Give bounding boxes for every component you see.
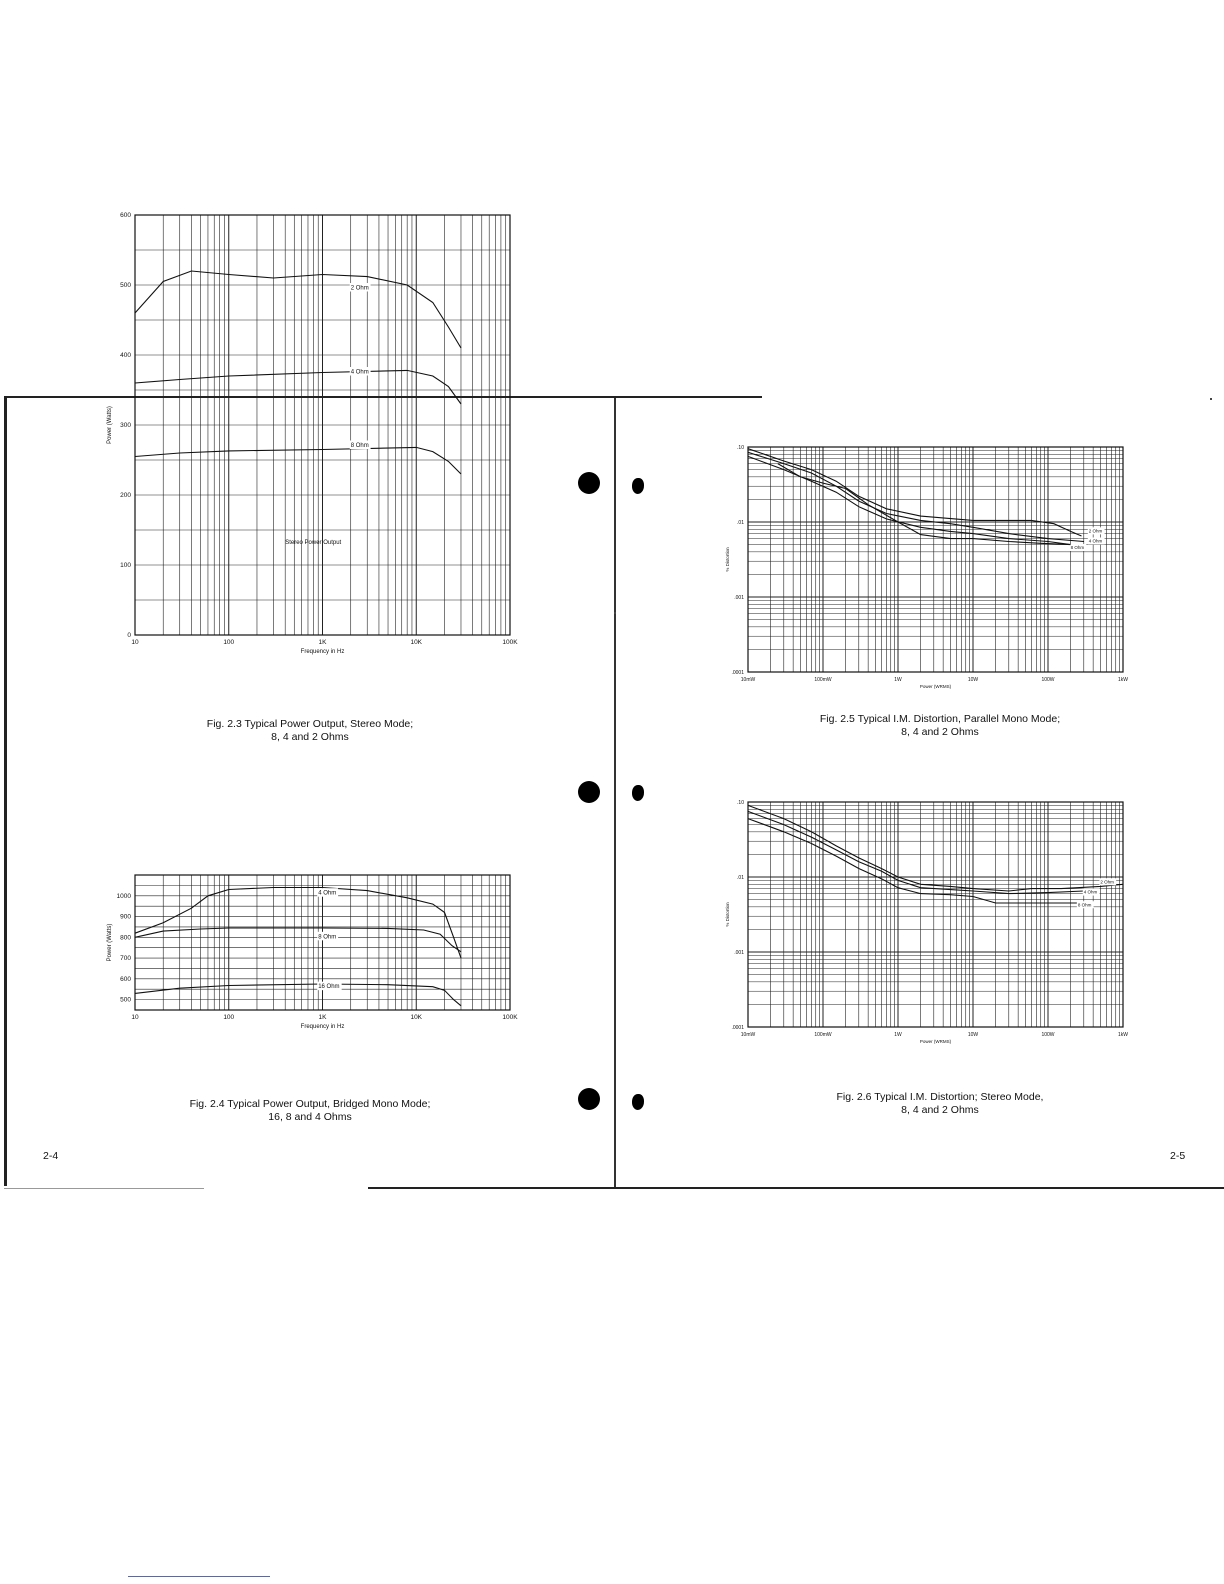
binder-hole-left-top: [578, 472, 600, 494]
x-tick-label: 100W: [1041, 1032, 1055, 1038]
fig26-caption: [775, 1091, 1105, 1117]
x-tick-label: 100W: [1041, 677, 1055, 683]
series-line: [748, 805, 1123, 891]
x-axis-label: Power (WRMS): [919, 684, 952, 689]
y-tick-label: 0: [127, 632, 131, 639]
y-tick-label: .10: [737, 445, 744, 451]
binder-hole-right-bottom: [632, 1094, 644, 1110]
y-axis-label: Power (Watts): [107, 923, 113, 962]
x-tick-label: 10K: [410, 639, 423, 646]
series-label: 2 Ohm: [1100, 879, 1114, 885]
spread-bottom-edge: [368, 1187, 1224, 1189]
x-tick-label: 100mW: [814, 677, 832, 683]
x-axis-label: Power (WRMS): [919, 1039, 952, 1044]
y-tick-label: .01: [737, 520, 744, 526]
binder-hole-left-mid: [578, 781, 600, 803]
y-tick-label: .0001: [731, 670, 744, 676]
x-tick-label: 100K: [502, 1014, 518, 1021]
series-label: 2 Ohm: [350, 285, 369, 292]
fig26-caption-line2: 8, 4 and 2 Ohms: [901, 1104, 979, 1116]
x-tick-label: 1kW: [1118, 677, 1128, 683]
series-label: 4 Ohm: [318, 890, 337, 897]
y-tick-label: 400: [120, 352, 131, 359]
y-tick-label: .10: [737, 800, 744, 806]
y-tick-label: 300: [120, 422, 131, 429]
x-tick-label: 1K: [318, 639, 327, 646]
scan-speck: [1210, 398, 1212, 400]
x-tick-label: 1kW: [1118, 1032, 1128, 1038]
fig24-chart: [100, 865, 530, 1035]
series-line: [778, 464, 1071, 545]
page-number-left: 2-4: [43, 1150, 59, 1162]
series-label: 4 Ohm: [350, 369, 369, 376]
y-tick-label: 500: [120, 996, 131, 1004]
y-axis-label: Power (Watts): [107, 406, 113, 444]
fig24-caption-line2: 16, 8 and 4 Ohms: [268, 1111, 352, 1123]
spread-center-fold: [614, 398, 616, 1188]
y-tick-label: 1000: [116, 892, 131, 900]
y-tick-label: 900: [120, 913, 131, 921]
y-tick-label: 200: [120, 492, 131, 499]
x-tick-label: 1K: [318, 1014, 327, 1021]
y-tick-label: .001: [734, 595, 744, 601]
y-tick-label: .001: [734, 950, 744, 956]
fig24-caption: [160, 1098, 460, 1124]
y-tick-label: .01: [737, 875, 744, 881]
series-label: 8 Ohm: [318, 934, 337, 941]
x-tick-label: 1W: [894, 1032, 902, 1038]
series-label: 8 Ohm: [1070, 545, 1085, 551]
fig24-caption-line1: Fig. 2.4 Typical Power Output, Bridged Mono Mode;: [189, 1098, 431, 1110]
x-axis-label: Frequency in Hz: [300, 1024, 345, 1030]
fig26-caption-line1: Fig. 2.6 Typical I.M. Distortion; Stereo Mode,: [836, 1091, 1044, 1103]
series-label: 4 Ohm: [1088, 538, 1103, 544]
x-axis-label: Frequency in Hz: [300, 649, 345, 655]
y-tick-label: .0001: [731, 1025, 744, 1031]
y-axis-label: % Distortion: [725, 902, 730, 927]
y-tick-label: 600: [120, 212, 131, 219]
fig23-caption-line1: Fig. 2.3 Typical Power Output, Stereo Mode;: [206, 718, 414, 730]
x-tick-label: 10mW: [740, 677, 756, 683]
binder-hole-right-mid: [632, 785, 644, 801]
plot-frame: [748, 447, 1123, 672]
y-tick-label: 700: [120, 955, 131, 963]
x-tick-label: 100: [223, 1014, 235, 1021]
x-tick-label: 100mW: [814, 1032, 832, 1038]
binder-hole-left-bottom: [578, 1088, 600, 1110]
x-tick-label: 10W: [967, 677, 979, 683]
series-label: 8 Ohm: [350, 443, 369, 449]
y-tick-label: 100: [120, 562, 131, 569]
fig25-chart: [720, 440, 1130, 690]
spread-left-edge: [4, 396, 7, 1186]
series-label: 4 Ohm: [1083, 889, 1098, 895]
fig23-caption-line2: 8, 4 and 2 Ohms: [271, 731, 349, 743]
fig25-caption: [775, 713, 1105, 739]
x-tick-label: 10: [131, 639, 139, 646]
fig26-chart: [720, 795, 1130, 1045]
binder-hole-right-top: [632, 478, 644, 494]
x-tick-label: 1W: [894, 677, 902, 683]
y-tick-label: 500: [120, 282, 131, 289]
fig25-caption-line1: Fig. 2.5 Typical I.M. Distortion, Parallel Mono Mode;: [819, 713, 1061, 725]
x-tick-label: 100K: [502, 639, 518, 646]
x-tick-label: 10K: [410, 1014, 423, 1021]
page-number-right: 2-5: [1170, 1150, 1186, 1162]
bottom-underline: [128, 1576, 270, 1577]
y-tick-label: 600: [120, 975, 131, 983]
series-label: 2 Ohm: [1088, 528, 1103, 534]
series-line: [748, 811, 1084, 893]
y-tick-label: 800: [120, 934, 131, 942]
spread-bottom-edge-left: [4, 1188, 204, 1189]
x-tick-label: 10: [131, 1014, 139, 1021]
fig23-caption: [160, 718, 460, 744]
plot-frame: [748, 802, 1123, 1027]
y-axis-label: % Distortion: [725, 547, 730, 572]
series-label: 16 Ohm: [318, 984, 340, 991]
x-tick-label: 100: [223, 639, 235, 646]
series-label: 8 Ohm: [1077, 902, 1092, 908]
fig25-caption-line2: 8, 4 and 2 Ohms: [901, 726, 979, 738]
chart-annotation: Stereo Power Output: [285, 540, 342, 546]
scan-speck: [614, 612, 616, 614]
x-tick-label: 10mW: [740, 1032, 756, 1038]
x-tick-label: 10W: [967, 1032, 979, 1038]
fig23-chart: [100, 205, 530, 670]
